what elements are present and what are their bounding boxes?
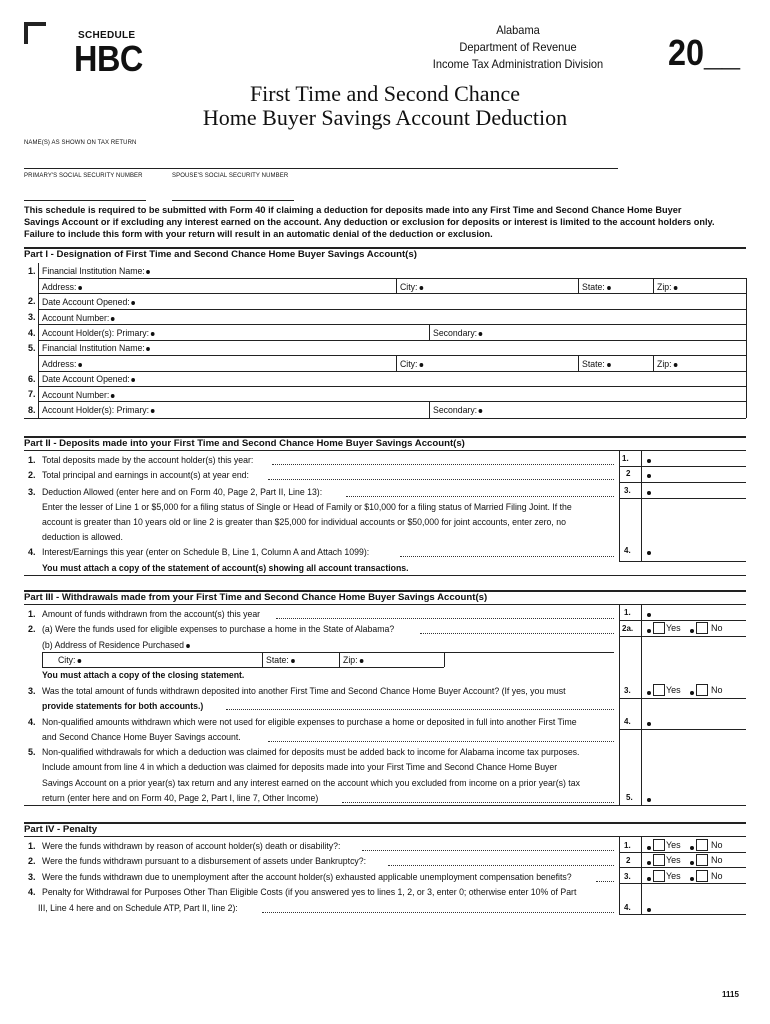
form-title <box>120 82 650 130</box>
p2-line3-input[interactable] <box>645 484 745 498</box>
spouse-ssn-input[interactable] <box>172 200 294 201</box>
p4-l3-answer <box>645 870 651 888</box>
p1-secondary1[interactable] <box>433 327 483 338</box>
p1-zip2[interactable] <box>657 358 677 369</box>
leader-dots <box>226 709 614 710</box>
p4-box4-label: 4. <box>624 903 631 912</box>
p2-box3-label: 3. <box>624 486 631 495</box>
p4-rule <box>24 836 746 837</box>
leader-dots <box>262 912 614 913</box>
p4-l3-no-bullet <box>688 870 694 888</box>
p1-l7-label: Account Number: <box>42 389 110 400</box>
p3-l3-yes-checkbox[interactable] <box>653 684 665 696</box>
p1-l4[interactable] <box>42 327 155 338</box>
bullet-icon <box>132 301 136 305</box>
p3-l2a-no-label: No <box>711 623 723 633</box>
p3-num1: 1. <box>28 609 36 619</box>
p4-rule <box>619 914 746 915</box>
p1-l2[interactable] <box>42 296 135 307</box>
p1-address2-label: Address: <box>42 358 77 369</box>
form-code: HBC <box>74 38 143 79</box>
p4-l3-no-label: No <box>711 871 723 881</box>
p4-l1-yes-label: Yes <box>666 840 681 850</box>
bullet-icon <box>647 861 651 865</box>
bullet-icon <box>78 286 82 290</box>
p1-zip1-label: Zip: <box>657 281 672 292</box>
p2-l3d: deduction is allowed. <box>42 531 123 542</box>
p3-box5-label: 5. <box>626 793 633 802</box>
p3-l3: Was the total amount of funds withdrawn deposited into another First Time and Second Chance Home Buyer Account? (If yes, you must <box>42 685 566 696</box>
p3-num4: 4. <box>28 717 36 727</box>
p2-num4: 4. <box>28 547 36 557</box>
p1-secondary1-label: Secondary: <box>433 327 478 338</box>
p3-num5: 5. <box>28 747 36 757</box>
p3-div <box>42 652 43 667</box>
p3-rule <box>24 805 746 806</box>
p1-num8: 8. <box>28 405 36 415</box>
leader-dots <box>276 618 614 619</box>
p4-l4: Penalty for Withdrawal for Purposes Other Than Eligible Costs (if you answered yes to lines 1, 2, or 3, enter 0; otherwise enter 10% of Part <box>42 886 577 897</box>
p4-l2-no-checkbox[interactable] <box>696 854 708 866</box>
p4-l3: Were the funds withdrawn due to unemployment after the account holder(s) exhausted applicable unemployment compensation benefits? <box>42 871 572 882</box>
leader-dots <box>388 865 614 866</box>
p1-rule <box>38 401 746 402</box>
bullet-icon <box>479 332 483 336</box>
p1-div <box>396 278 397 293</box>
bullet-icon <box>607 363 611 367</box>
p3-rule <box>619 620 746 621</box>
p2-box1-label: 1. <box>622 454 629 463</box>
p1-l5[interactable] <box>42 342 150 353</box>
bullet-icon <box>690 861 694 865</box>
p3-l2a-yes-checkbox[interactable] <box>653 622 665 634</box>
p1-rule <box>38 309 746 310</box>
p3-l3-answer <box>645 684 651 702</box>
p4-l2: Were the funds withdrawn pursuant to a disbursement of assets under Bankruptcy?: <box>42 855 367 866</box>
bullet-icon <box>151 409 155 413</box>
p3-box2a-label: 2a. <box>622 624 634 633</box>
p4-l1: Were the funds withdrawn by reason of account holder(s) death or disability?: <box>42 840 341 851</box>
p3-l2a-answer <box>645 622 651 640</box>
bullet-icon <box>147 347 151 351</box>
p1-l3-label: Account Number: <box>42 312 110 323</box>
p2-rule <box>619 561 746 562</box>
bullet-icon <box>647 629 651 633</box>
p1-num6: 6. <box>28 374 36 384</box>
title-line1: First Time and Second Chance <box>249 81 521 106</box>
p3-num3: 3. <box>28 686 36 696</box>
tax-year: 20__ <box>668 32 741 73</box>
part1-heading: Part I - Designation of First Time and Second Chance Home Buyer Savings Account(s) <box>24 249 417 260</box>
bullet-icon <box>647 613 651 617</box>
leader-dots <box>400 556 614 557</box>
p1-rule <box>38 386 746 387</box>
leader-dots <box>272 464 614 465</box>
p1-city2[interactable] <box>400 358 423 369</box>
p1-city2-label: City: <box>400 358 418 369</box>
p4-rule <box>619 852 746 853</box>
spouse-ssn-label: SPOUSE'S SOCIAL SECURITY NUMBER <box>172 173 289 179</box>
form-revision-code: 1115 <box>722 990 739 999</box>
p2-note: You must attach a copy of the statement of account(s) showing all account transactions. <box>42 562 409 573</box>
bullet-icon <box>186 644 190 648</box>
agency-block <box>409 22 626 73</box>
p3-rule <box>619 698 746 699</box>
p3-l3-no-bullet <box>688 684 694 702</box>
p4-l3-yes-label: Yes <box>666 871 681 881</box>
p4-num4: 4. <box>28 887 36 897</box>
p1-l1[interactable] <box>42 265 150 276</box>
p3-rule <box>24 604 746 605</box>
p1-rule <box>38 293 746 294</box>
leader-dots <box>596 881 614 882</box>
p3-state-label: State: <box>266 654 289 665</box>
bullet-icon <box>647 722 651 726</box>
p3-l3-yes-label: Yes <box>666 685 681 695</box>
p1-l8-label: Account Holder(s): Primary: <box>42 404 150 415</box>
p1-state2[interactable] <box>582 358 610 369</box>
leader-dots <box>268 479 614 480</box>
p4-l1-yes-checkbox[interactable] <box>653 839 665 851</box>
p4-box-rule <box>619 836 620 914</box>
p4-l2-yes-checkbox[interactable] <box>653 854 665 866</box>
leader-dots <box>362 850 614 851</box>
bullet-icon <box>647 459 651 463</box>
p2-l3: Deduction Allowed (enter here and on Form 40, Page 2, Part II, Line 13): <box>42 486 323 497</box>
p3-div <box>339 652 340 667</box>
p4-l2-yes-label: Yes <box>666 855 681 865</box>
p1-div <box>653 355 654 371</box>
bullet-icon <box>690 846 694 850</box>
p1-rule <box>38 340 746 341</box>
p1-num7: 7. <box>28 389 36 399</box>
p1-l6[interactable] <box>42 373 135 384</box>
p1-l6-label: Date Account Opened: <box>42 373 130 384</box>
p4-rule <box>619 867 746 868</box>
bullet-icon <box>690 691 694 695</box>
p2-rule <box>24 450 746 451</box>
p2-line1-input[interactable] <box>645 452 745 466</box>
p1-l5-label: Financial Institution Name: <box>42 342 145 353</box>
p3-box-rule <box>619 604 620 805</box>
bullet-icon <box>647 491 651 495</box>
bullet-icon <box>647 798 651 802</box>
bullet-icon <box>673 363 677 367</box>
p4-l4b: III, Line 4 here and on Schedule ATP, Part II, line 2): <box>38 902 238 913</box>
names-label: NAME(S) AS SHOWN ON TAX RETURN <box>24 140 137 146</box>
p1-num5: 5. <box>28 343 36 353</box>
agency-line3: Income Tax Administration Division <box>432 57 604 71</box>
p1-l1-label: Financial Institution Name: <box>42 265 145 276</box>
p3-rule <box>42 652 614 653</box>
p3-l2b[interactable] <box>42 639 190 650</box>
p1-l7[interactable] <box>42 389 115 400</box>
primary-ssn-input[interactable] <box>24 200 146 201</box>
leader-dots <box>346 496 614 497</box>
p2-l1: Total deposits made by the account holder(s) this year: <box>42 454 254 465</box>
p1-num3: 3. <box>28 312 36 322</box>
p4-box-rule <box>641 836 642 914</box>
p4-num2: 2. <box>28 856 36 866</box>
names-input[interactable] <box>24 168 618 169</box>
p1-l2-label: Date Account Opened: <box>42 296 130 307</box>
p3-l3-no-label: No <box>711 685 723 695</box>
bullet-icon <box>132 378 136 382</box>
bullet-icon <box>359 659 363 663</box>
p2-rule <box>619 498 746 499</box>
p2-rule <box>619 482 746 483</box>
p3-rule <box>619 729 746 730</box>
p3-box1-label: 1. <box>624 608 631 617</box>
part4-heading: Part IV - Penalty <box>24 824 98 835</box>
p1-l4-label: Account Holder(s): Primary: <box>42 327 150 338</box>
bullet-icon <box>647 691 651 695</box>
schedule-label: SCHEDULE <box>78 30 136 41</box>
p1-address2[interactable] <box>42 358 82 369</box>
p1-address1[interactable] <box>42 281 82 292</box>
p3-box4-label: 4. <box>624 717 631 726</box>
p3-l2b-label: (b) Address of Residence Purchased <box>42 639 184 650</box>
bullet-icon <box>647 846 651 850</box>
p1-div <box>396 355 397 371</box>
bullet-icon <box>419 286 423 290</box>
p1-zip1[interactable] <box>657 281 677 292</box>
p4-rule <box>619 883 746 884</box>
p1-num2: 2. <box>28 296 36 306</box>
bullet-icon <box>690 629 694 633</box>
p3-l3-no-checkbox[interactable] <box>696 684 708 696</box>
p3-closing: You must attach a copy of the closing statement. <box>42 669 245 680</box>
part1-right-rule <box>746 278 747 418</box>
p2-box2-label: 2 <box>626 469 631 478</box>
bullet-icon <box>111 317 115 321</box>
p2-line4-input[interactable] <box>645 544 745 558</box>
p4-l3-no-checkbox[interactable] <box>696 870 708 882</box>
p1-city1[interactable] <box>400 281 423 292</box>
p4-box2-label: 2 <box>626 856 631 865</box>
bullet-icon <box>111 394 115 398</box>
p3-l4b: and Second Chance Home Buyer Savings account. <box>42 731 241 742</box>
part3-heading: Part III - Withdrawals made from your First Time and Second Chance Home Buyer Savings Account(s) <box>24 592 488 603</box>
p2-line2-input[interactable] <box>645 467 745 481</box>
p1-num4: 4. <box>28 328 36 338</box>
bullet-icon <box>419 363 423 367</box>
corner-mark <box>24 22 46 44</box>
p3-l5c: Savings Account on a prior year(s) tax return and any interest earned on the account which you excluded from income on a prior year(s) tax <box>42 777 580 788</box>
p1-rule <box>38 324 746 325</box>
p1-rule <box>38 355 746 356</box>
bullet-icon <box>479 409 483 413</box>
p4-l2-no-label: No <box>711 855 723 865</box>
p1-l8[interactable] <box>42 404 155 415</box>
p4-num1: 1. <box>28 841 36 851</box>
p4-l3-yes-checkbox[interactable] <box>653 870 665 882</box>
bullet-icon <box>78 363 82 367</box>
bullet-icon <box>147 270 151 274</box>
p3-rule <box>619 636 746 637</box>
p3-box3-label: 3. <box>624 686 631 695</box>
p4-line4-input[interactable] <box>645 901 745 915</box>
bullet-icon <box>607 286 611 290</box>
p2-l3b: Enter the lesser of Line 1 or $5,000 for a filing status of Single or Head of Family or $10,000 for a filing status of Married Filing Joint. If the <box>42 501 572 512</box>
intro-text: This schedule is required to be submitted with Form 40 if claiming a deduction for deposits made into any First Time and Second Chance Home Buyer Savings Account or if excluding any interest earned on the account. Any deduction or exclusion for deposits or interest is limited to the account holders only. Failure to include this form with your return will result in an automatic denial of the deduction or exclusion. <box>24 205 715 240</box>
p3-num2: 2. <box>28 624 36 634</box>
part4-rule <box>24 822 746 824</box>
p3-l3b: provide statements for both accounts.) <box>42 700 204 711</box>
p3-city-label: City: <box>58 654 76 665</box>
p3-box-rule <box>641 604 642 805</box>
bullet-icon <box>690 877 694 881</box>
p1-secondary2[interactable] <box>433 404 483 415</box>
p4-box1-label: 1. <box>624 841 631 850</box>
bullet-icon <box>291 659 295 663</box>
p3-state[interactable] <box>266 654 294 665</box>
primary-ssn-label: PRIMARY'S SOCIAL SECURITY NUMBER <box>24 173 143 179</box>
p4-l1-no-label: No <box>711 840 723 850</box>
p3-l4: Non-qualified amounts withdrawn which were not used for eligible expenses to purchase a home or deposited in full into another First Time <box>42 716 577 727</box>
p3-l5: Non-qualified withdrawals for which a deduction was claimed for deposits must be added back to income for Alabama income tax purposes. <box>42 746 580 757</box>
p3-city[interactable] <box>58 654 81 665</box>
part2-heading: Part II - Deposits made into your First Time and Second Chance Home Buyer Savings Account(s) <box>24 438 465 449</box>
p1-state2-label: State: <box>582 358 605 369</box>
p1-div <box>429 324 430 340</box>
p2-l2: Total principal and earnings in account(s) at year end: <box>42 469 249 480</box>
p1-div <box>578 278 579 293</box>
p3-l5b: Include amount from line 4 in which a deduction was claimed for deposits made into your First Time and Second Chance Home Buyer <box>42 761 558 772</box>
p2-box4-label: 4. <box>624 546 631 555</box>
p2-num3: 3. <box>28 487 36 497</box>
p2-num1: 1. <box>28 455 36 465</box>
p3-line5-input[interactable] <box>645 791 745 805</box>
bullet-icon <box>647 551 651 555</box>
p3-line1-input[interactable] <box>645 606 745 620</box>
p3-line4-input[interactable] <box>645 715 745 729</box>
p1-rule <box>38 371 746 372</box>
p3-l2a-no-checkbox[interactable] <box>696 622 708 634</box>
p1-rule <box>24 418 746 419</box>
p1-l3[interactable] <box>42 312 115 323</box>
bullet-icon <box>673 286 677 290</box>
p1-zip2-label: Zip: <box>657 358 672 369</box>
leader-dots <box>268 741 614 742</box>
p3-div <box>262 652 263 667</box>
p2-rule <box>24 575 746 576</box>
leader-dots <box>342 802 614 803</box>
bullet-icon <box>647 474 651 478</box>
p2-l3c: account is greater than 10 years old or line 2 is greater than $25,000 for individual accounts or $50,000 for joint accounts, enter zero, no <box>42 516 566 527</box>
p1-rule <box>38 278 746 279</box>
p2-num2: 2. <box>28 470 36 480</box>
p3-zip-label: Zip: <box>343 654 358 665</box>
title-line2: Home Buyer Savings Account Deduction <box>202 105 568 130</box>
p1-state1-label: State: <box>582 281 605 292</box>
bullet-icon <box>151 332 155 336</box>
agency-line1: Alabama <box>496 23 540 37</box>
bullet-icon <box>647 908 651 912</box>
leader-dots <box>420 633 614 634</box>
p1-div <box>653 278 654 293</box>
bullet-icon <box>77 659 81 663</box>
agency-line2: Department of Revenue <box>459 40 577 54</box>
p3-l2a-no-bullet <box>688 622 694 640</box>
bullet-icon <box>647 877 651 881</box>
p3-l2a: (a) Were the funds used for eligible expenses to purchase a home in the State of Alabama? <box>42 623 395 634</box>
p1-city1-label: City: <box>400 281 418 292</box>
p3-l5d: return (enter here and on Form 40, Page 2, Part I, line 7, Other Income) <box>42 792 319 803</box>
p3-l1: Amount of funds withdrawn from the account(s) this year <box>42 608 261 619</box>
p3-l2a-yes-label: Yes <box>666 623 681 633</box>
p4-num3: 3. <box>28 872 36 882</box>
p3-zip[interactable] <box>343 654 363 665</box>
p4-l1-no-checkbox[interactable] <box>696 839 708 851</box>
p1-secondary2-label: Secondary: <box>433 404 478 415</box>
p1-div <box>429 401 430 418</box>
p1-address1-label: Address: <box>42 281 77 292</box>
p4-box3-label: 3. <box>624 872 631 881</box>
p1-state1[interactable] <box>582 281 610 292</box>
p1-div <box>578 355 579 371</box>
p1-num1: 1. <box>28 266 36 276</box>
p2-l4: Interest/Earnings this year (enter on Schedule B, Line 1, Column A and Attach 1099): <box>42 546 370 557</box>
p3-div <box>444 652 445 667</box>
p3-rule <box>42 667 444 668</box>
